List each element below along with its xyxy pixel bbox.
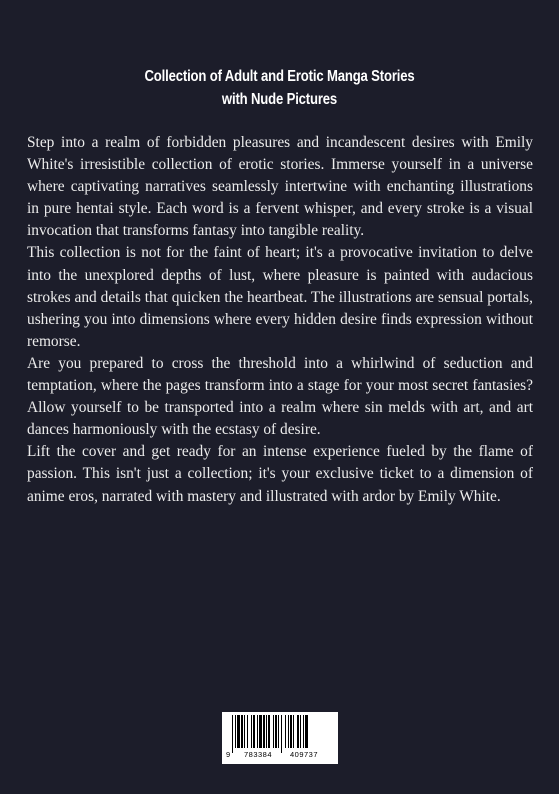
blurb-paragraph-2: This collection is not for the faint of heart; it's a provocative invitation to delve into the unexplored depths of lust, where pleasure is painted with audacious strokes and details that quicken the heartbeat. The illustrations are sensual portals, ushering you into dimensions where every hidden desire finds expression without remorse. xyxy=(27,244,533,350)
barcode-prefix: 9 xyxy=(226,750,231,759)
barcode-bar xyxy=(268,715,270,748)
barcode-bar xyxy=(303,715,304,748)
barcode-bar xyxy=(247,715,248,748)
title-line-2: with Nude Pictures xyxy=(221,91,338,108)
barcode-bar xyxy=(244,715,245,748)
barcode-bars xyxy=(222,712,338,764)
barcode-bar xyxy=(232,715,233,753)
blurb-paragraph-1: Step into a realm of forbidden pleasures and incandescent desires with Emily White's irresistible collection of erotic stories. Immerse yourself in a universe where captivating narratives seamlessly intertwine with enchanting illustrations in pure hentai style. Each word is a fervent whisper, and every stroke is a visual invocation that transforms fantasy into tangible reality. xyxy=(27,134,533,240)
barcode-bar xyxy=(275,715,277,748)
blurb xyxy=(27,132,533,508)
barcode-bar xyxy=(300,715,301,748)
title-line-1: Collection of Adult and Erotic Manga Stories xyxy=(144,68,415,85)
barcode-bar xyxy=(263,715,265,748)
barcode-bar xyxy=(266,715,267,748)
barcode-bar xyxy=(297,715,299,748)
barcode-group-2: 409737 xyxy=(290,750,319,759)
barcode-bar xyxy=(253,715,255,748)
barcode-bar xyxy=(251,715,252,748)
blurb-paragraph-4: Lift the cover and get ready for an intense experience fueled by the flame of passion. This isn't just a collection; it's your exclusive ticket to a dimension of anime eros, narrated with mastery and illustrated with ardor by Emily White. xyxy=(27,443,533,505)
barcode-group-1: 783384 xyxy=(244,750,273,759)
barcode-bar xyxy=(281,715,282,753)
barcode-bar xyxy=(237,715,240,748)
barcode-bar xyxy=(257,715,258,748)
barcode-bar xyxy=(259,715,262,748)
barcode-bar xyxy=(273,715,274,748)
barcode-bar xyxy=(293,715,294,748)
book-title xyxy=(50,65,508,111)
isbn-barcode xyxy=(222,712,338,764)
barcode-bar xyxy=(305,715,308,748)
barcode-bar xyxy=(278,715,279,748)
barcode-bar xyxy=(241,715,243,748)
barcode-bar xyxy=(285,715,286,748)
blurb-paragraph-3: Are you prepared to cross the threshold into a whirlwind of seduction and temptation, where the pages transform into a stage for your most secret fantasies? Allow yourself to be transported into a realm where sin melds with art, and art dances harmoniously with the ecstasy of desire. xyxy=(27,354,533,439)
barcode-bar xyxy=(288,715,289,748)
barcode-bar xyxy=(290,715,292,748)
barcode-bar xyxy=(235,715,236,748)
